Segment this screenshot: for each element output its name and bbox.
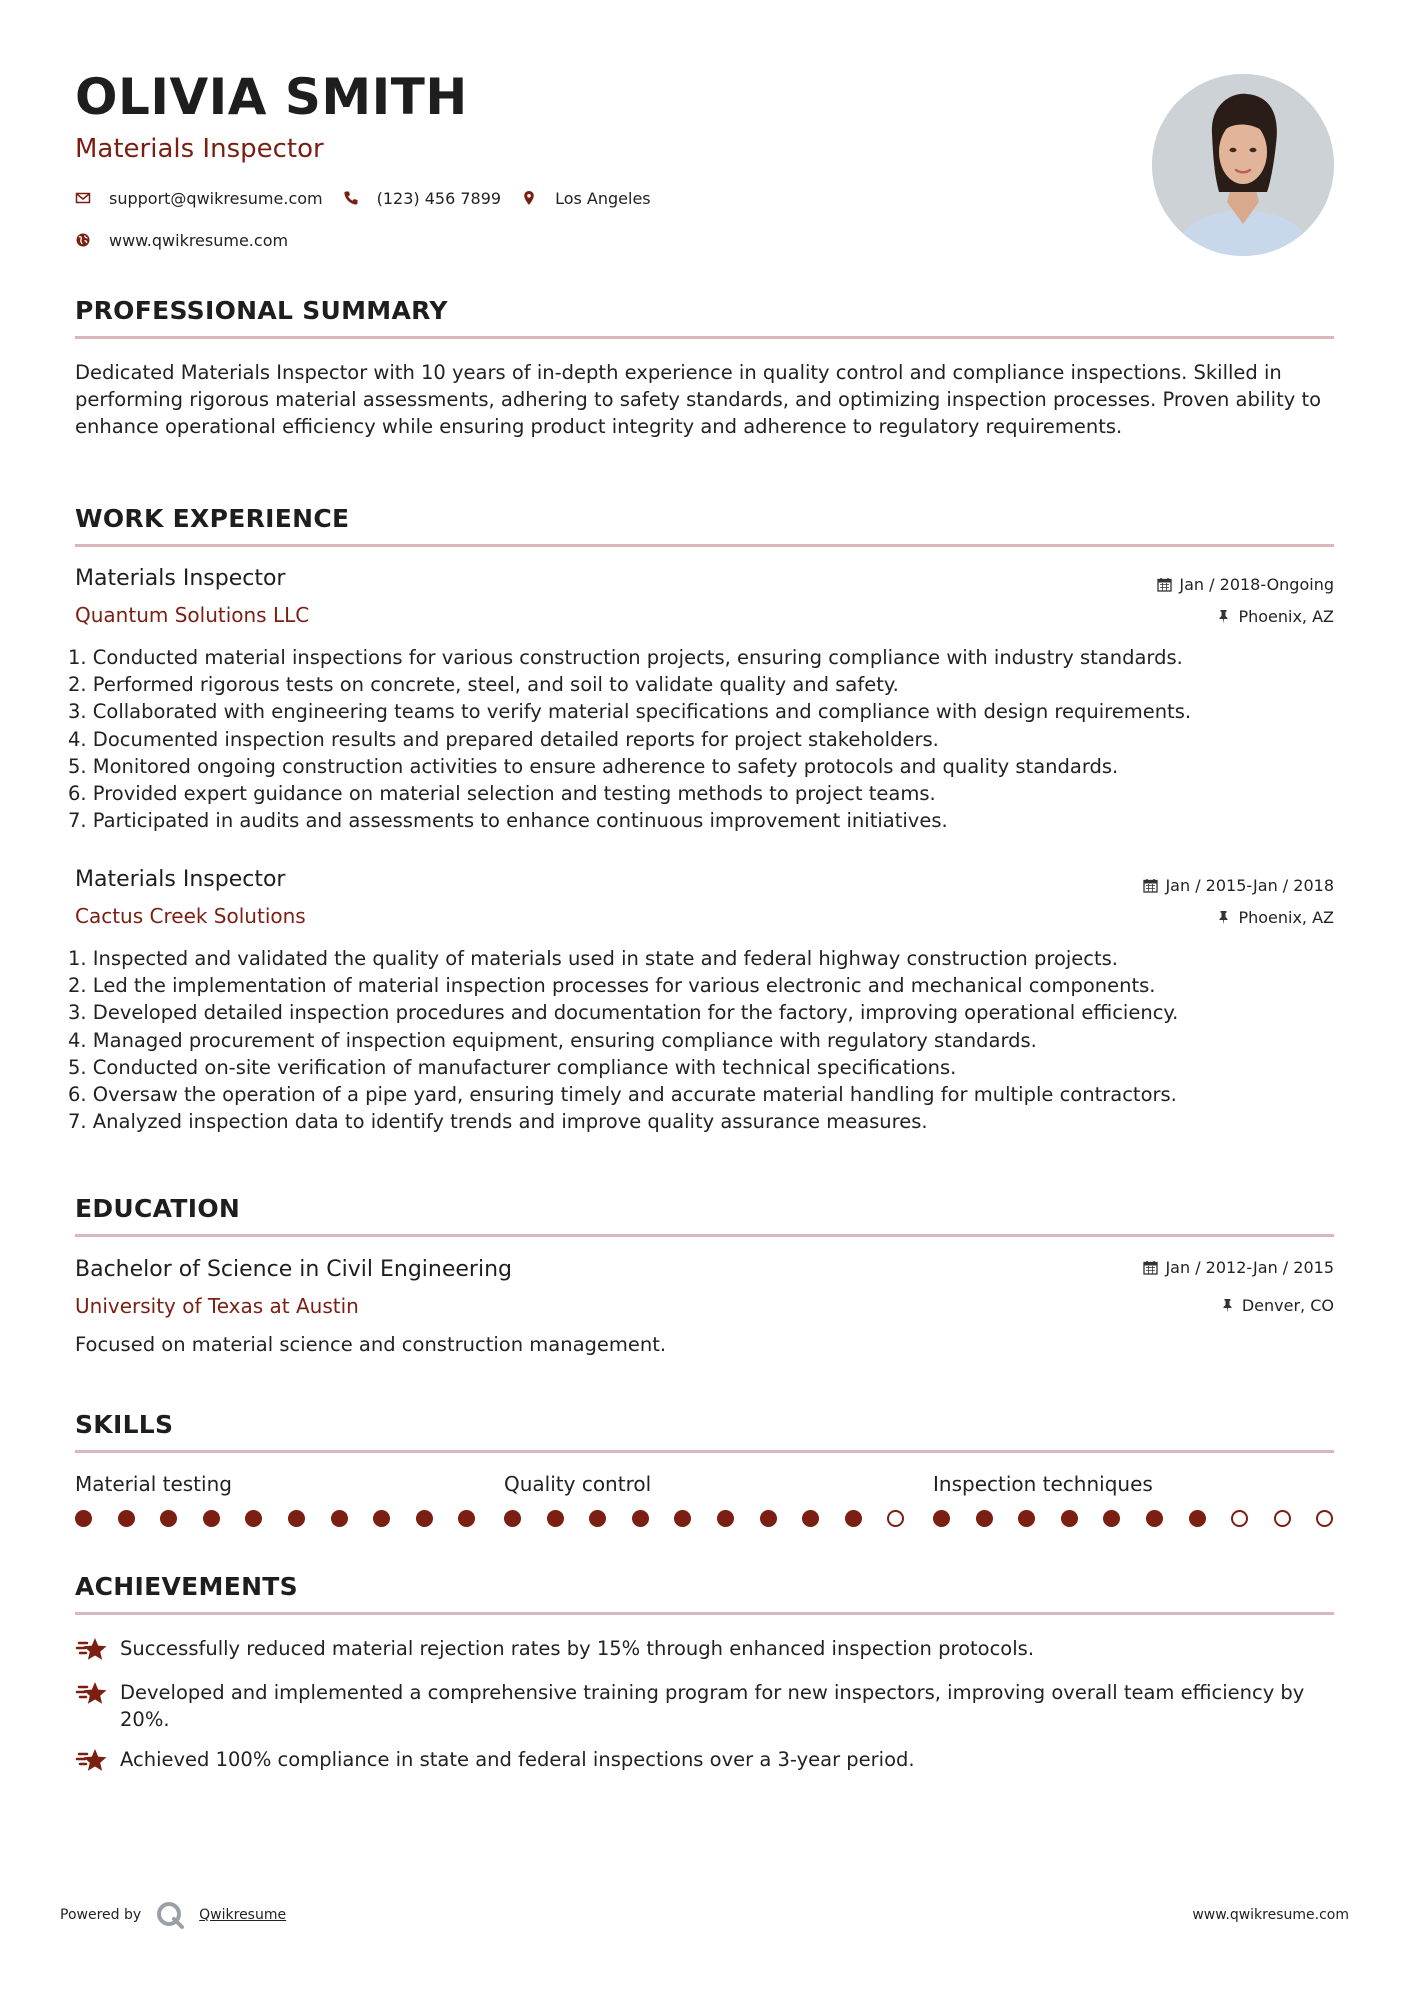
skill-material-testing bbox=[75, 1472, 475, 1496]
rating-dot-filled bbox=[1189, 1510, 1206, 1527]
rating-dot-filled bbox=[589, 1510, 606, 1527]
list-item: 2. Performed rigorous tests on concrete, steel, and soil to validate quality and safety. bbox=[68, 673, 899, 697]
job-dates-text: Jan / 2018-Ongoing bbox=[1179, 575, 1334, 594]
job-company: Cactus Creek Solutions bbox=[75, 904, 306, 928]
rating-dot-filled bbox=[717, 1510, 734, 1527]
medal-star-icon bbox=[75, 1679, 109, 1709]
job-company: Quantum Solutions LLC bbox=[75, 603, 310, 627]
achievement-text: Developed and implemented a comprehensive training program for new inspectors, improving overall team efficiency by 20%. bbox=[120, 1681, 1305, 1731]
list-item: 5. Conducted on-site verification of manufacturer compliance with technical specifications. bbox=[68, 1055, 957, 1079]
list-item: 2. Led the implementation of material inspection processes for various electronic and mechanical components. bbox=[68, 974, 1156, 998]
rating-dot-filled bbox=[760, 1510, 777, 1527]
skills-divider bbox=[75, 1450, 1334, 1453]
experience-heading: WORK EXPERIENCE bbox=[75, 504, 350, 533]
education-dates bbox=[1143, 1258, 1334, 1277]
job-dates-text: Jan / 2015-Jan / 2018 bbox=[1165, 876, 1334, 895]
location-text: Los Angeles bbox=[555, 188, 651, 208]
skill-rating bbox=[933, 1510, 1359, 1527]
list-item: 3. Collaborated with engineering teams to verify material specifications and compliance with design requirements. bbox=[68, 700, 1192, 724]
rating-dot-filled bbox=[674, 1510, 691, 1527]
rating-dot-filled bbox=[203, 1510, 220, 1527]
calendar-icon bbox=[1157, 577, 1172, 592]
rating-dot-empty bbox=[1231, 1510, 1248, 1527]
medal-star-icon bbox=[75, 1635, 109, 1665]
experience-divider bbox=[75, 544, 1334, 547]
footer-website[interactable]: www.qwikresume.com bbox=[1192, 1907, 1349, 1923]
skill-inspection-techniques bbox=[933, 1472, 1333, 1496]
rating-dot-filled bbox=[1103, 1510, 1120, 1527]
list-item: 7. Analyzed inspection data to identify trends and improve quality assurance measures. bbox=[68, 1110, 928, 1134]
job-location-text: Phoenix, AZ bbox=[1238, 908, 1334, 927]
job-dates bbox=[1157, 575, 1334, 594]
website-text: www.qwikresume.com bbox=[109, 230, 289, 250]
rating-dot-filled bbox=[802, 1510, 819, 1527]
skill-rating bbox=[504, 1510, 930, 1527]
job-title: Materials Inspector bbox=[75, 867, 286, 892]
rating-dot-filled bbox=[632, 1510, 649, 1527]
rating-dot-empty bbox=[1316, 1510, 1333, 1527]
skill-name: Inspection techniques bbox=[933, 1472, 1153, 1496]
list-item: 1. Inspected and validated the quality of materials used in state and federal highway construction projects. bbox=[68, 947, 1119, 970]
education-location-text: Denver, CO bbox=[1241, 1296, 1334, 1315]
school-name: University of Texas at Austin bbox=[75, 1294, 359, 1318]
globe-icon bbox=[75, 232, 91, 248]
contact-row-1 bbox=[75, 186, 671, 210]
contact-row-2 bbox=[75, 228, 308, 252]
achievement-text: Achieved 100% compliance in state and federal inspections over a 3-year period. bbox=[120, 1748, 915, 1771]
avatar bbox=[1152, 74, 1334, 256]
rating-dot-filled bbox=[933, 1510, 950, 1527]
skill-name: Quality control bbox=[504, 1472, 652, 1496]
rating-dot-empty bbox=[887, 1510, 904, 1527]
pin-icon bbox=[1220, 1298, 1235, 1313]
contact-location bbox=[521, 189, 651, 208]
rating-dot-filled bbox=[547, 1510, 564, 1527]
list-item: 5. Monitored ongoing construction activities to ensure adherence to safety protocols and quality standards. bbox=[68, 754, 1119, 778]
rating-dot-empty bbox=[1274, 1510, 1291, 1527]
achievement-text: Successfully reduced material rejection rates by 15% through enhanced inspection protocols. bbox=[120, 1637, 1035, 1660]
job-location bbox=[1216, 908, 1334, 927]
pin-icon bbox=[1216, 609, 1231, 624]
summary-divider bbox=[75, 336, 1334, 339]
rating-dot-filled bbox=[245, 1510, 262, 1527]
rating-dot-filled bbox=[1018, 1510, 1035, 1527]
rating-dot-filled bbox=[504, 1510, 521, 1527]
education-description: Focused on material science and construction management. bbox=[75, 1333, 667, 1356]
education-heading: EDUCATION bbox=[75, 1194, 241, 1223]
list-item: 6. Oversaw the operation of a pipe yard, ensuring timely and accurate material handling for multiple contractors. bbox=[68, 1083, 1177, 1107]
job-bullets bbox=[68, 644, 1334, 834]
list-item: 7. Participated in audits and assessments to enhance continuous improvement initiatives. bbox=[68, 809, 948, 833]
pin-icon bbox=[1216, 910, 1231, 925]
rating-dot-filled bbox=[75, 1510, 92, 1527]
list-item: 4. Documented inspection results and prepared detailed reports for project stakeholders. bbox=[68, 727, 939, 751]
candidate-name: OLIVIA SMITH bbox=[75, 68, 468, 126]
rating-dot-filled bbox=[373, 1510, 390, 1527]
summary-heading: PROFESSIONAL SUMMARY bbox=[75, 296, 448, 325]
contact-phone[interactable] bbox=[343, 189, 501, 208]
list-item: 1. Conducted material inspections for various construction projects, ensuring compliance with industry standards. bbox=[68, 646, 1183, 669]
medal-star-icon bbox=[75, 1746, 109, 1776]
rating-dot-filled bbox=[976, 1510, 993, 1527]
rating-dot-filled bbox=[331, 1510, 348, 1527]
rating-dot-filled bbox=[288, 1510, 305, 1527]
job-title: Materials Inspector bbox=[75, 566, 286, 591]
job-bullets bbox=[68, 945, 1334, 1135]
list-item: 4. Managed procurement of inspection equipment, ensuring compliance with regulatory standards. bbox=[68, 1028, 1037, 1052]
skill-rating bbox=[75, 1510, 501, 1527]
summary-text: Dedicated Materials Inspector with 10 years of in-depth experience in quality control and compliance inspections. Skilled in performing rigorous material assessments, adhering to safety standards, and optimizing inspection processes. Proven ability to enhance operational efficiency while ensuring product integrity and adherence to regulatory requirements. bbox=[75, 361, 1322, 438]
footer-powered-by bbox=[60, 1900, 286, 1930]
qwikresume-logo-icon bbox=[155, 1900, 185, 1930]
skill-name: Material testing bbox=[75, 1472, 232, 1496]
list-item: 6. Provided expert guidance on material selection and testing methods to project teams. bbox=[68, 782, 936, 806]
rating-dot-filled bbox=[845, 1510, 862, 1527]
rating-dot-filled bbox=[160, 1510, 177, 1527]
list-item: 3. Developed detailed inspection procedures and documentation for the factory, improving operational efficiency. bbox=[68, 1001, 1179, 1025]
email-text: support@qwikresume.com bbox=[109, 188, 323, 208]
calendar-icon bbox=[1143, 1260, 1158, 1275]
candidate-role: Materials Inspector bbox=[75, 134, 324, 164]
degree-title: Bachelor of Science in Civil Engineering bbox=[75, 1257, 512, 1282]
rating-dot-filled bbox=[1146, 1510, 1163, 1527]
powered-by-label: Powered by bbox=[60, 1907, 142, 1923]
achievement-item bbox=[75, 1635, 1334, 1665]
phone-icon bbox=[343, 190, 359, 206]
rating-dot-filled bbox=[416, 1510, 433, 1527]
achievements-heading: ACHIEVEMENTS bbox=[75, 1572, 298, 1601]
skill-quality-control bbox=[504, 1472, 904, 1496]
achievements-divider bbox=[75, 1612, 1334, 1615]
calendar-icon bbox=[1143, 878, 1158, 893]
contact-website[interactable] bbox=[75, 231, 288, 250]
contact-email[interactable] bbox=[75, 189, 323, 208]
education-location bbox=[1220, 1296, 1334, 1315]
rating-dot-filled bbox=[1061, 1510, 1078, 1527]
job-dates bbox=[1143, 876, 1334, 895]
achievement-item bbox=[75, 1679, 1334, 1733]
skills-heading: SKILLS bbox=[75, 1410, 174, 1439]
job-location bbox=[1216, 607, 1334, 626]
achievement-item bbox=[75, 1746, 1334, 1776]
education-divider bbox=[75, 1234, 1334, 1237]
rating-dot-filled bbox=[458, 1510, 475, 1527]
job-location-text: Phoenix, AZ bbox=[1238, 607, 1334, 626]
education-dates-text: Jan / 2012-Jan / 2015 bbox=[1165, 1258, 1334, 1277]
rating-dot-filled bbox=[118, 1510, 135, 1527]
envelope-icon bbox=[75, 190, 91, 206]
qwikresume-link[interactable]: Qwikresume bbox=[199, 1907, 287, 1923]
portrait-image bbox=[1152, 74, 1334, 256]
phone-text: (123) 456 7899 bbox=[376, 188, 502, 208]
map-marker-icon bbox=[521, 190, 537, 206]
